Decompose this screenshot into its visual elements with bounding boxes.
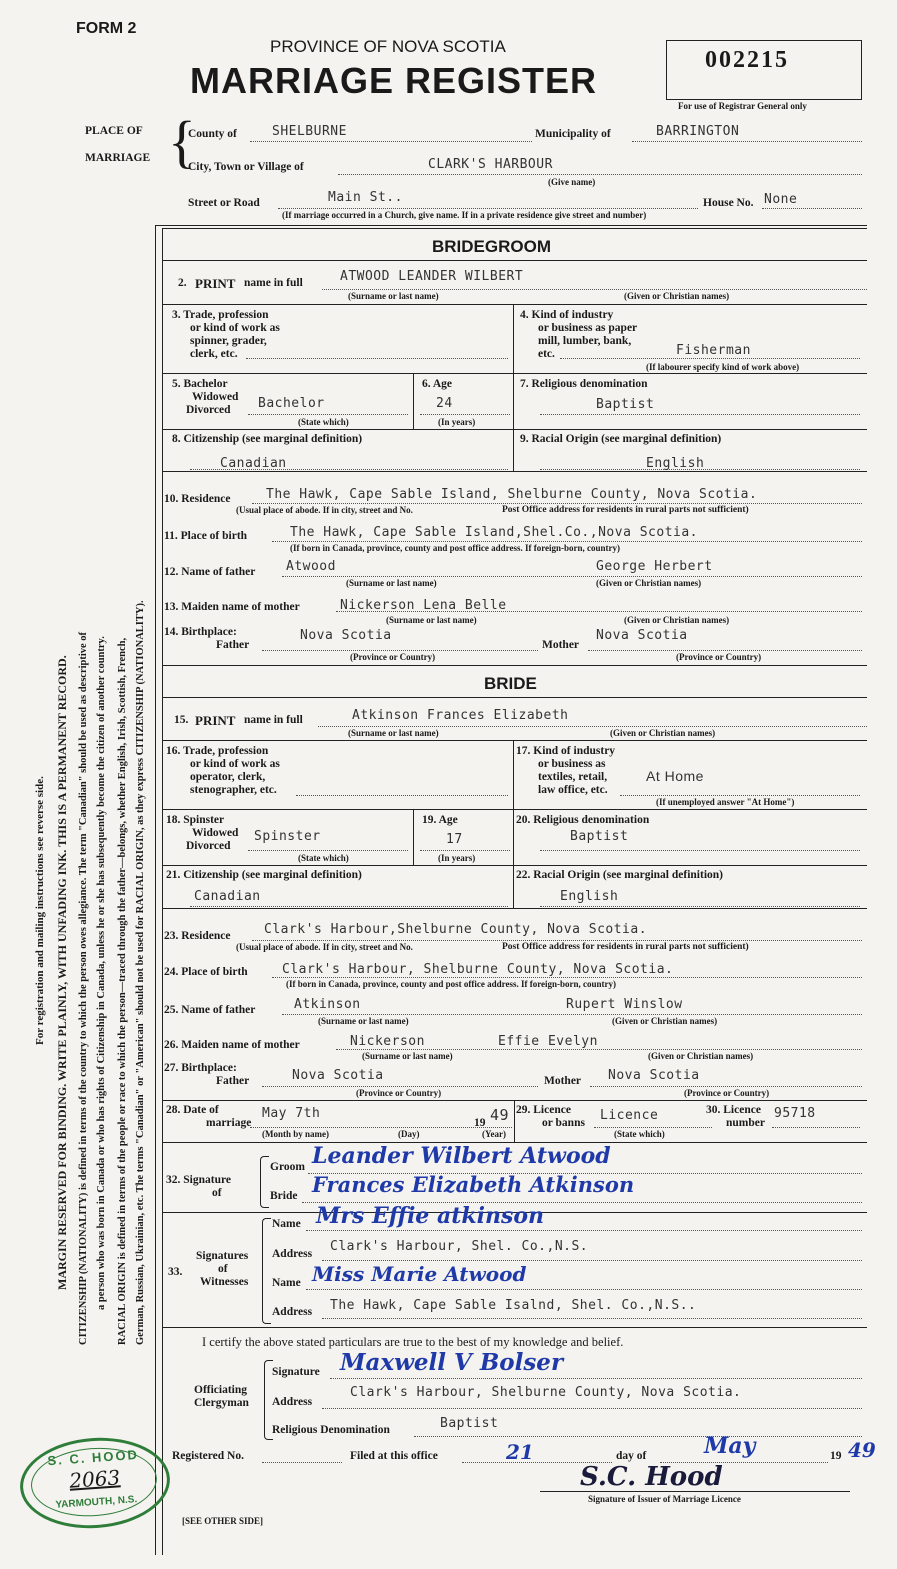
groom-father-given: George Herbert xyxy=(596,559,713,574)
year-prefix: 19 xyxy=(474,1117,486,1129)
clergy-signature: Maxwell V Bolser xyxy=(340,1349,564,1376)
year-note: (Year) xyxy=(482,1129,506,1139)
f17-line: law office, etc. xyxy=(538,784,608,796)
f17-note: (If unemployed answer "At Home") xyxy=(656,797,795,807)
in-years-note: (In years) xyxy=(438,853,476,863)
state-which-note: (State which) xyxy=(298,853,349,863)
street-note: (If marriage occurred in a Church, give name. If in a private residence give street and number) xyxy=(282,210,647,220)
f4-note: (If labourer specify kind of work above) xyxy=(646,362,800,372)
groom-father-birth: Nova Scotia xyxy=(300,628,392,643)
f10-label: 10. Residence xyxy=(164,493,231,505)
f29-label: or banns xyxy=(542,1117,585,1129)
bride-father-birth: Nova Scotia xyxy=(292,1068,384,1083)
bride-residence: Clark's Harbour,Shelburne County, Nova Scotia. xyxy=(264,922,648,937)
f14-label: 14. Birthplace: xyxy=(164,626,237,638)
father-label: Father xyxy=(216,639,250,651)
groom-father-surname: Atwood xyxy=(286,559,336,574)
filed-month: May xyxy=(704,1433,756,1459)
given-note: (Given or Christian names) xyxy=(612,1016,718,1026)
province-note: (Province or Country) xyxy=(684,1088,770,1098)
bride-mother-surname: Nickerson xyxy=(350,1034,425,1049)
marriage-year: 49 xyxy=(490,1106,510,1124)
f12-label: 12. Name of father xyxy=(164,566,256,578)
margin-instructions: For registration and mailing instructions see reverse side. xyxy=(34,776,46,1045)
registrar-note: For use of Registrar General only xyxy=(678,101,807,111)
margin-citizenship-def-2: a person who was born in Canada or who has rights of Citizenship in Canada, unless he or she has subsequently become the citizen of another country. xyxy=(96,636,107,1310)
house-value: None xyxy=(764,192,798,207)
f9-label: 9. Racial Origin (see marginal definition) xyxy=(520,433,722,445)
place-label-1: PLACE OF xyxy=(85,125,143,137)
witness2-address: The Hawk, Cape Sable Isalnd, Shel. Co.,N.S.. xyxy=(330,1298,697,1313)
groom-age: 24 xyxy=(436,396,453,411)
f16-line: operator, clerk, xyxy=(190,771,266,783)
f16-line: stenographer, etc. xyxy=(190,784,277,796)
residence-note: (Usual place of abode. If in city, street and No. xyxy=(236,505,413,515)
father-label: Father xyxy=(216,1075,250,1087)
street-label: Street or Road xyxy=(188,197,260,209)
street-value: Main St.. xyxy=(328,190,403,205)
given-note: (Given or Christian names) xyxy=(596,578,702,588)
f3-line: 3. Trade, profession xyxy=(172,309,269,321)
bride-birthplace: Clark's Harbour, Shelburne County, Nova Scotia. xyxy=(282,962,674,977)
place-brace: { xyxy=(168,109,196,174)
bride-signature: Frances Elizabeth Atkinson xyxy=(312,1172,635,1197)
f15-label: name in full xyxy=(244,714,303,726)
municipality-value: BARRINGTON xyxy=(656,124,740,139)
county-value: SHELBURNE xyxy=(272,124,347,139)
f18-line: Divorced xyxy=(186,840,231,852)
groom-name: ATWOOD LEANDER WILBERT xyxy=(340,269,524,284)
groom-racial: English xyxy=(646,456,705,471)
f30-label: number xyxy=(726,1117,765,1129)
residence-note: Post Office address for residents in rural parts not sufficient) xyxy=(502,505,749,515)
f32-label: 32. Signature xyxy=(166,1174,231,1186)
county-label: County of xyxy=(188,128,237,140)
f7-label: 7. Religious denomination xyxy=(520,378,648,390)
given-note: (Given or Christian names) xyxy=(624,615,730,625)
filed-day: 21 xyxy=(506,1440,534,1464)
give-name-note: (Give name) xyxy=(548,177,596,187)
see-other-side: [SEE OTHER SIDE] xyxy=(182,1516,264,1526)
f5-line: Widowed xyxy=(192,391,239,403)
state-which-note: (State which) xyxy=(298,417,349,427)
licence-type: Licence xyxy=(600,1108,659,1123)
f5-line: 5. Bachelor xyxy=(172,378,228,390)
groom-industry: Fisherman xyxy=(676,343,751,358)
f25-label: 25. Name of father xyxy=(164,1004,256,1016)
mother-label: Mother xyxy=(544,1075,582,1087)
bride-father-surname: Atkinson xyxy=(294,997,361,1012)
f33-label: 33. xyxy=(168,1266,183,1278)
f13-label: 13. Maiden name of mother xyxy=(164,601,300,613)
form-number: FORM 2 xyxy=(76,20,137,37)
f16-line: 16. Trade, profession xyxy=(166,745,269,757)
issuer-signature: S.C. Hood xyxy=(580,1462,723,1492)
in-years-note: (In years) xyxy=(438,417,476,427)
province-note: (Province or Country) xyxy=(350,652,436,662)
witness1-address: Clark's Harbour, Shel. Co.,N.S. xyxy=(330,1239,589,1254)
f33-label: of xyxy=(218,1263,228,1275)
bride-racial: English xyxy=(560,889,619,904)
registration-number: 002215 xyxy=(705,47,789,73)
f28-label: marriage xyxy=(206,1117,252,1129)
margin-citizenship-def-1: CITIZENSHIP (NATIONALITY) is defined in terms of the country to which the person owes allegiance. The term "Canadian" should be used as descriptive of xyxy=(78,631,89,1345)
f22-label: 22. Racial Origin (see marginal definition) xyxy=(516,869,723,881)
witness1-name-label: Name xyxy=(272,1218,301,1230)
surname-note: (Surname or last name) xyxy=(318,1016,409,1026)
document-title: MARRIAGE REGISTER xyxy=(190,60,598,101)
birth-note: (If born in Canada, province, county and post office address. If foreign-born, country) xyxy=(286,979,617,989)
province-title: PROVINCE OF NOVA SCOTIA xyxy=(270,37,506,56)
surname-note: (Surname or last name) xyxy=(362,1051,453,1061)
registration-number-box xyxy=(666,40,862,100)
f17-line: or business as xyxy=(538,758,606,770)
municipality-label: Municipality of xyxy=(535,128,611,140)
witness2-address-label: Address xyxy=(272,1306,313,1318)
f15-number: 15. xyxy=(174,714,189,726)
given-note: (Given or Christian names) xyxy=(624,291,730,301)
bride-citizenship: Canadian xyxy=(194,889,261,904)
witness1-address-label: Address xyxy=(272,1248,313,1260)
city-label: City, Town or Village of xyxy=(188,161,304,173)
f18-line: 18. Spinster xyxy=(166,814,225,826)
stamp-top-text: S. C. HOOD xyxy=(47,1446,140,1469)
officiating-label: Officiating xyxy=(194,1384,248,1396)
day-of-label: day of xyxy=(616,1450,647,1462)
stamp-bottom-text: YARMOUTH, N.S. xyxy=(55,1494,138,1511)
bride-name: Atkinson Frances Elizabeth xyxy=(352,708,569,723)
groom-mother: Nickerson Lena Belle xyxy=(340,598,507,613)
filed-year: 49 xyxy=(848,1438,876,1462)
f11-label: 11. Place of birth xyxy=(164,530,248,542)
f21-label: 21. Citizenship (see marginal definition) xyxy=(166,869,362,881)
stamp-number: 2063 xyxy=(68,1465,121,1493)
groom-citizenship: Canadian xyxy=(220,456,287,471)
margin-binding-note: MARGIN RESERVED FOR BINDING. WRITE PLAINLY, WITH UNFADING INK. THIS IS A PERMANENT RECORD. xyxy=(55,655,69,1290)
f4-line: 4. Kind of industry xyxy=(520,309,614,321)
f23-label: 23. Residence xyxy=(164,930,231,942)
residence-note: (Usual place of abode. If in city, street and No. xyxy=(236,942,413,952)
groom-heading: BRIDEGROOM xyxy=(432,237,551,256)
f26-label: 26. Maiden name of mother xyxy=(164,1039,300,1051)
surname-note: (Surname or last name) xyxy=(386,615,477,625)
f33-label: Signatures xyxy=(196,1250,249,1262)
place-label-2: MARRIAGE xyxy=(85,152,151,164)
f24-label: 24. Place of birth xyxy=(164,966,248,978)
bride-age: 17 xyxy=(446,832,463,847)
f4-line: etc. xyxy=(538,348,555,360)
witness2-signature: Miss Marie Atwood xyxy=(312,1262,527,1286)
bride-religion: Baptist xyxy=(570,829,629,844)
groom-signature: Leander Wilbert Atwood xyxy=(312,1143,611,1169)
f2-label: name in full xyxy=(244,277,303,289)
f18-line: Widowed xyxy=(192,827,239,839)
groom-residence: The Hawk, Cape Sable Island, Shelburne County, Nova Scotia. xyxy=(266,487,758,502)
f17-line: 17. Kind of industry xyxy=(516,745,616,757)
house-label: House No. xyxy=(703,197,754,209)
f2-number: 2. xyxy=(178,277,187,289)
f4-line: mill, lumber, bank, xyxy=(538,335,632,347)
day-note: (Day) xyxy=(398,1129,420,1139)
clergy-address: Clark's Harbour, Shelburne County, Nova Scotia. xyxy=(350,1385,742,1400)
registrar-stamp xyxy=(17,1433,173,1533)
f19-label: 19. Age xyxy=(422,814,458,826)
f30-label: 30. Licence xyxy=(706,1104,761,1116)
filed-label: Filed at this office xyxy=(350,1450,438,1462)
groom-mother-birth: Nova Scotia xyxy=(596,628,688,643)
surname-note: (Surname or last name) xyxy=(346,578,437,588)
bride-sig-label: Bride xyxy=(270,1190,298,1202)
denomination-label: Religious Denomination xyxy=(272,1424,390,1436)
margin-racial-def-1: RACIAL ORIGIN is defined in terms of the people or race to which the person—traced through the father—belongs, whether English, Irish, Scottish, French, xyxy=(117,637,128,1345)
clergy-signature-label: Signature xyxy=(272,1366,320,1378)
f29-label: 29. Licence xyxy=(516,1104,571,1116)
mother-label: Mother xyxy=(542,639,580,651)
f3-line: or kind of work as xyxy=(190,322,280,334)
certification-text: I certify the above stated particulars are true to the best of my knowledge and belief. xyxy=(202,1335,624,1349)
f16-line: or kind of work as xyxy=(190,758,280,770)
given-note: (Given or Christian names) xyxy=(610,728,716,738)
f8-label: 8. Citizenship (see marginal definition) xyxy=(172,433,363,445)
month-note: (Month by name) xyxy=(262,1129,329,1139)
bride-father-given: Rupert Winslow xyxy=(566,997,683,1012)
bride-mother-given: Effie Evelyn xyxy=(498,1034,598,1049)
witness2-name-label: Name xyxy=(272,1277,301,1289)
f32-label: of xyxy=(212,1187,222,1199)
state-which-note: (State which) xyxy=(614,1129,665,1139)
groom-religion: Baptist xyxy=(596,397,655,412)
f5-line: Divorced xyxy=(186,404,231,416)
groom-status: Bachelor xyxy=(258,396,325,411)
f3-line: spinner, grader, xyxy=(190,335,267,347)
f15-print: PRINT xyxy=(195,713,236,728)
surname-note: (Surname or last name) xyxy=(348,291,439,301)
witness1-signature: Mrs Effie atkinson xyxy=(316,1203,545,1229)
bride-mother-birth: Nova Scotia xyxy=(608,1068,700,1083)
province-note: (Province or Country) xyxy=(676,652,762,662)
f28-label: 28. Date of xyxy=(166,1104,219,1116)
f2-print: PRINT xyxy=(195,276,236,291)
clergyman-label: Clergyman xyxy=(194,1397,249,1409)
city-value: CLARK'S HARBOUR xyxy=(428,157,553,172)
bride-heading: BRIDE xyxy=(484,674,537,693)
province-note: (Province or Country) xyxy=(356,1088,442,1098)
f33-label: Witnesses xyxy=(200,1276,249,1288)
licence-number: 95718 xyxy=(774,1106,816,1121)
f17-line: textiles, retail, xyxy=(538,771,608,783)
given-note: (Given or Christian names) xyxy=(648,1051,754,1061)
marriage-month-day: May 7th xyxy=(262,1106,321,1121)
margin-racial-def-2: German, Russian, Ukrainian, etc. The terms "Canadian" or "American" should not be used for RACIAL ORIGIN, as they express CITIZENSHIP (NATIONALITY). xyxy=(135,600,146,1345)
issuer-note: Signature of Issuer of Marriage Licence xyxy=(588,1494,741,1504)
f27-label: 27. Birthplace: xyxy=(164,1062,237,1074)
clergy-denomination: Baptist xyxy=(440,1416,499,1431)
surname-note: (Surname or last name) xyxy=(348,728,439,738)
f4-line: or business as paper xyxy=(538,322,638,334)
f6-label: 6. Age xyxy=(422,378,453,390)
clergy-address-label: Address xyxy=(272,1396,313,1408)
bride-status: Spinster xyxy=(254,829,321,844)
f3-line: clerk, etc. xyxy=(190,348,238,360)
filed-year-prefix: 19 xyxy=(830,1450,842,1462)
f20-label: 20. Religious denomination xyxy=(516,814,650,826)
bride-industry: At Home xyxy=(646,768,704,784)
groom-birthplace: The Hawk, Cape Sable Island,Shel.Co.,Nova Scotia. xyxy=(290,525,699,540)
residence-note: Post Office address for residents in rural parts not sufficient) xyxy=(502,942,749,952)
registered-no-label: Registered No. xyxy=(172,1450,244,1462)
groom-sig-label: Groom xyxy=(270,1161,305,1173)
birth-note: (If born in Canada, province, county and post office address. If foreign-born, country) xyxy=(290,543,621,553)
